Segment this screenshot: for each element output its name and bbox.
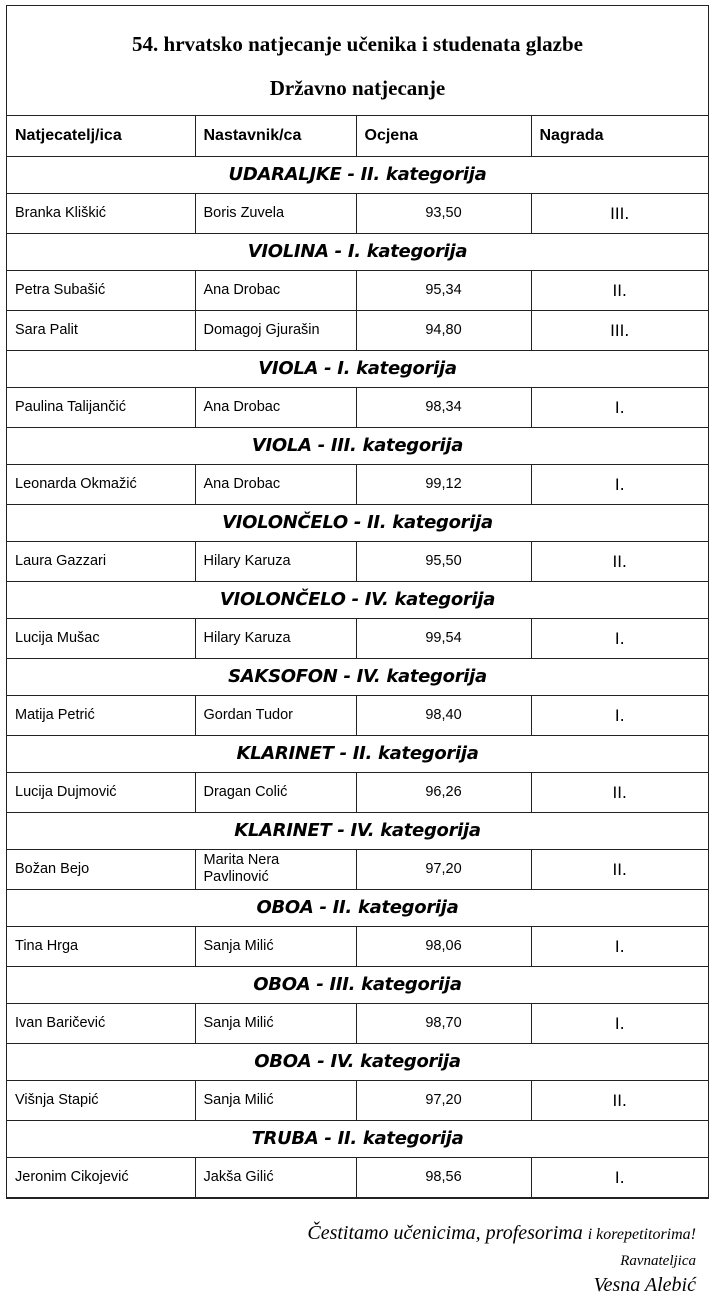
teacher-cell: Dragan Colić [195,772,356,812]
teacher-cell: Ana Drobac [195,464,356,504]
table-row [7,695,708,735]
teacher-cell: Sanja Milić [195,1003,356,1043]
signatory-name: Vesna Alebić [593,1274,696,1296]
teacher-cell: Gordan Tudor [195,695,356,735]
score-cell: 97,20 [356,849,531,889]
student-cell: Jeronim Cikojević [7,1157,195,1197]
category-row [7,233,708,270]
teacher-cell: Sanja Milić [195,1080,356,1120]
document-title: 54. hrvatsko natjecanje učenika i studenata glazbe [132,32,583,56]
table-row [7,193,708,233]
results-table [7,116,708,1198]
table-row [7,926,708,966]
column-header-score: Ocjena [356,116,531,156]
teacher-cell: Marita Nera Pavlinović [195,849,356,889]
table-row [7,270,708,310]
category-title: VIOLINA - I. kategorija [7,233,708,270]
congratulations-main: Čestitamo učenicima, profesorima [307,1222,583,1244]
column-header-student: Natjecatelj/ica [7,116,195,156]
document-subtitle: Državno natjecanje [269,76,446,100]
score-cell: 95,50 [356,541,531,581]
score-cell: 98,40 [356,695,531,735]
category-title: KLARINET - II. kategorija [7,735,708,772]
award-cell: III. [531,193,708,233]
category-row [7,427,708,464]
student-cell: Sara Palit [7,310,195,350]
score-cell: 99,54 [356,618,531,658]
award-cell: I. [531,464,708,504]
table-row [7,310,708,350]
table-row [7,1003,708,1043]
congratulations-text [307,1222,696,1245]
table-row [7,618,708,658]
score-cell: 96,26 [356,772,531,812]
category-row [7,1120,708,1157]
category-row [7,1043,708,1080]
student-cell: Lucija Dujmović [7,772,195,812]
student-cell: Leonarda Okmažić [7,464,195,504]
teacher-cell: Hilary Karuza [195,618,356,658]
category-row [7,350,708,387]
table-row [7,849,708,889]
award-cell: I. [531,618,708,658]
table-row [7,464,708,504]
student-cell: Božan Bejo [7,849,195,889]
student-cell: Matija Petrić [7,695,195,735]
category-row [7,156,708,193]
table-header-row [7,116,708,156]
score-cell: 93,50 [356,193,531,233]
student-cell: Tina Hrga [7,926,195,966]
score-cell: 99,12 [356,464,531,504]
table-row [7,541,708,581]
score-cell: 97,20 [356,1080,531,1120]
award-cell: II. [531,772,708,812]
category-title: UDARALJKE - II. kategorija [7,156,708,193]
student-cell: Laura Gazzari [7,541,195,581]
teacher-cell: Hilary Karuza [195,541,356,581]
category-title: VIOLONČELO - IV. kategorija [7,581,708,618]
category-row [7,812,708,849]
category-title: SAKSOFON - IV. kategorija [7,658,708,695]
teacher-cell: Domagoj Gjurašin [195,310,356,350]
award-cell: II. [531,541,708,581]
award-cell: I. [531,926,708,966]
category-title: KLARINET - IV. kategorija [7,812,708,849]
signatory-role: Ravnateljica [620,1253,696,1269]
category-row [7,735,708,772]
category-title: TRUBA - II. kategorija [7,1120,708,1157]
score-cell: 95,34 [356,270,531,310]
award-cell: I. [531,1003,708,1043]
student-cell: Ivan Baričević [7,1003,195,1043]
table-row [7,1080,708,1120]
student-cell: Višnja Stapić [7,1080,195,1120]
award-cell: III. [531,310,708,350]
category-title: VIOLA - III. kategorija [7,427,708,464]
student-cell: Paulina Talijančić [7,387,195,427]
category-title: OBOA - II. kategorija [7,889,708,926]
teacher-cell: Jakša Gilić [195,1157,356,1197]
results-body [7,156,708,1197]
results-document [6,5,709,1199]
award-cell: II. [531,270,708,310]
award-cell: I. [531,695,708,735]
table-row [7,772,708,812]
category-row [7,581,708,618]
category-title: VIOLONČELO - II. kategorija [7,504,708,541]
teacher-cell: Ana Drobac [195,270,356,310]
student-cell: Petra Subašić [7,270,195,310]
category-row [7,658,708,695]
student-cell: Lucija Mušac [7,618,195,658]
category-title: OBOA - III. kategorija [7,966,708,1003]
award-cell: II. [531,849,708,889]
score-cell: 94,80 [356,310,531,350]
score-cell: 98,06 [356,926,531,966]
category-title: OBOA - IV. kategorija [7,1043,708,1080]
student-cell: Branka Kliškić [7,193,195,233]
table-row [7,387,708,427]
score-cell: 98,56 [356,1157,531,1197]
category-row [7,504,708,541]
congratulations-tail: i korepetitorima! [587,1226,696,1243]
table-row [7,1157,708,1197]
category-row [7,889,708,926]
award-cell: II. [531,1080,708,1120]
category-title: VIOLA - I. kategorija [7,350,708,387]
teacher-cell: Sanja Milić [195,926,356,966]
column-header-award: Nagrada [531,116,708,156]
teacher-cell: Boris Zuvela [195,193,356,233]
title-block [7,6,708,116]
award-cell: I. [531,387,708,427]
column-header-teacher: Nastavnik/ca [195,116,356,156]
teacher-cell: Ana Drobac [195,387,356,427]
score-cell: 98,70 [356,1003,531,1043]
score-cell: 98,34 [356,387,531,427]
award-cell: I. [531,1157,708,1197]
category-row [7,966,708,1003]
